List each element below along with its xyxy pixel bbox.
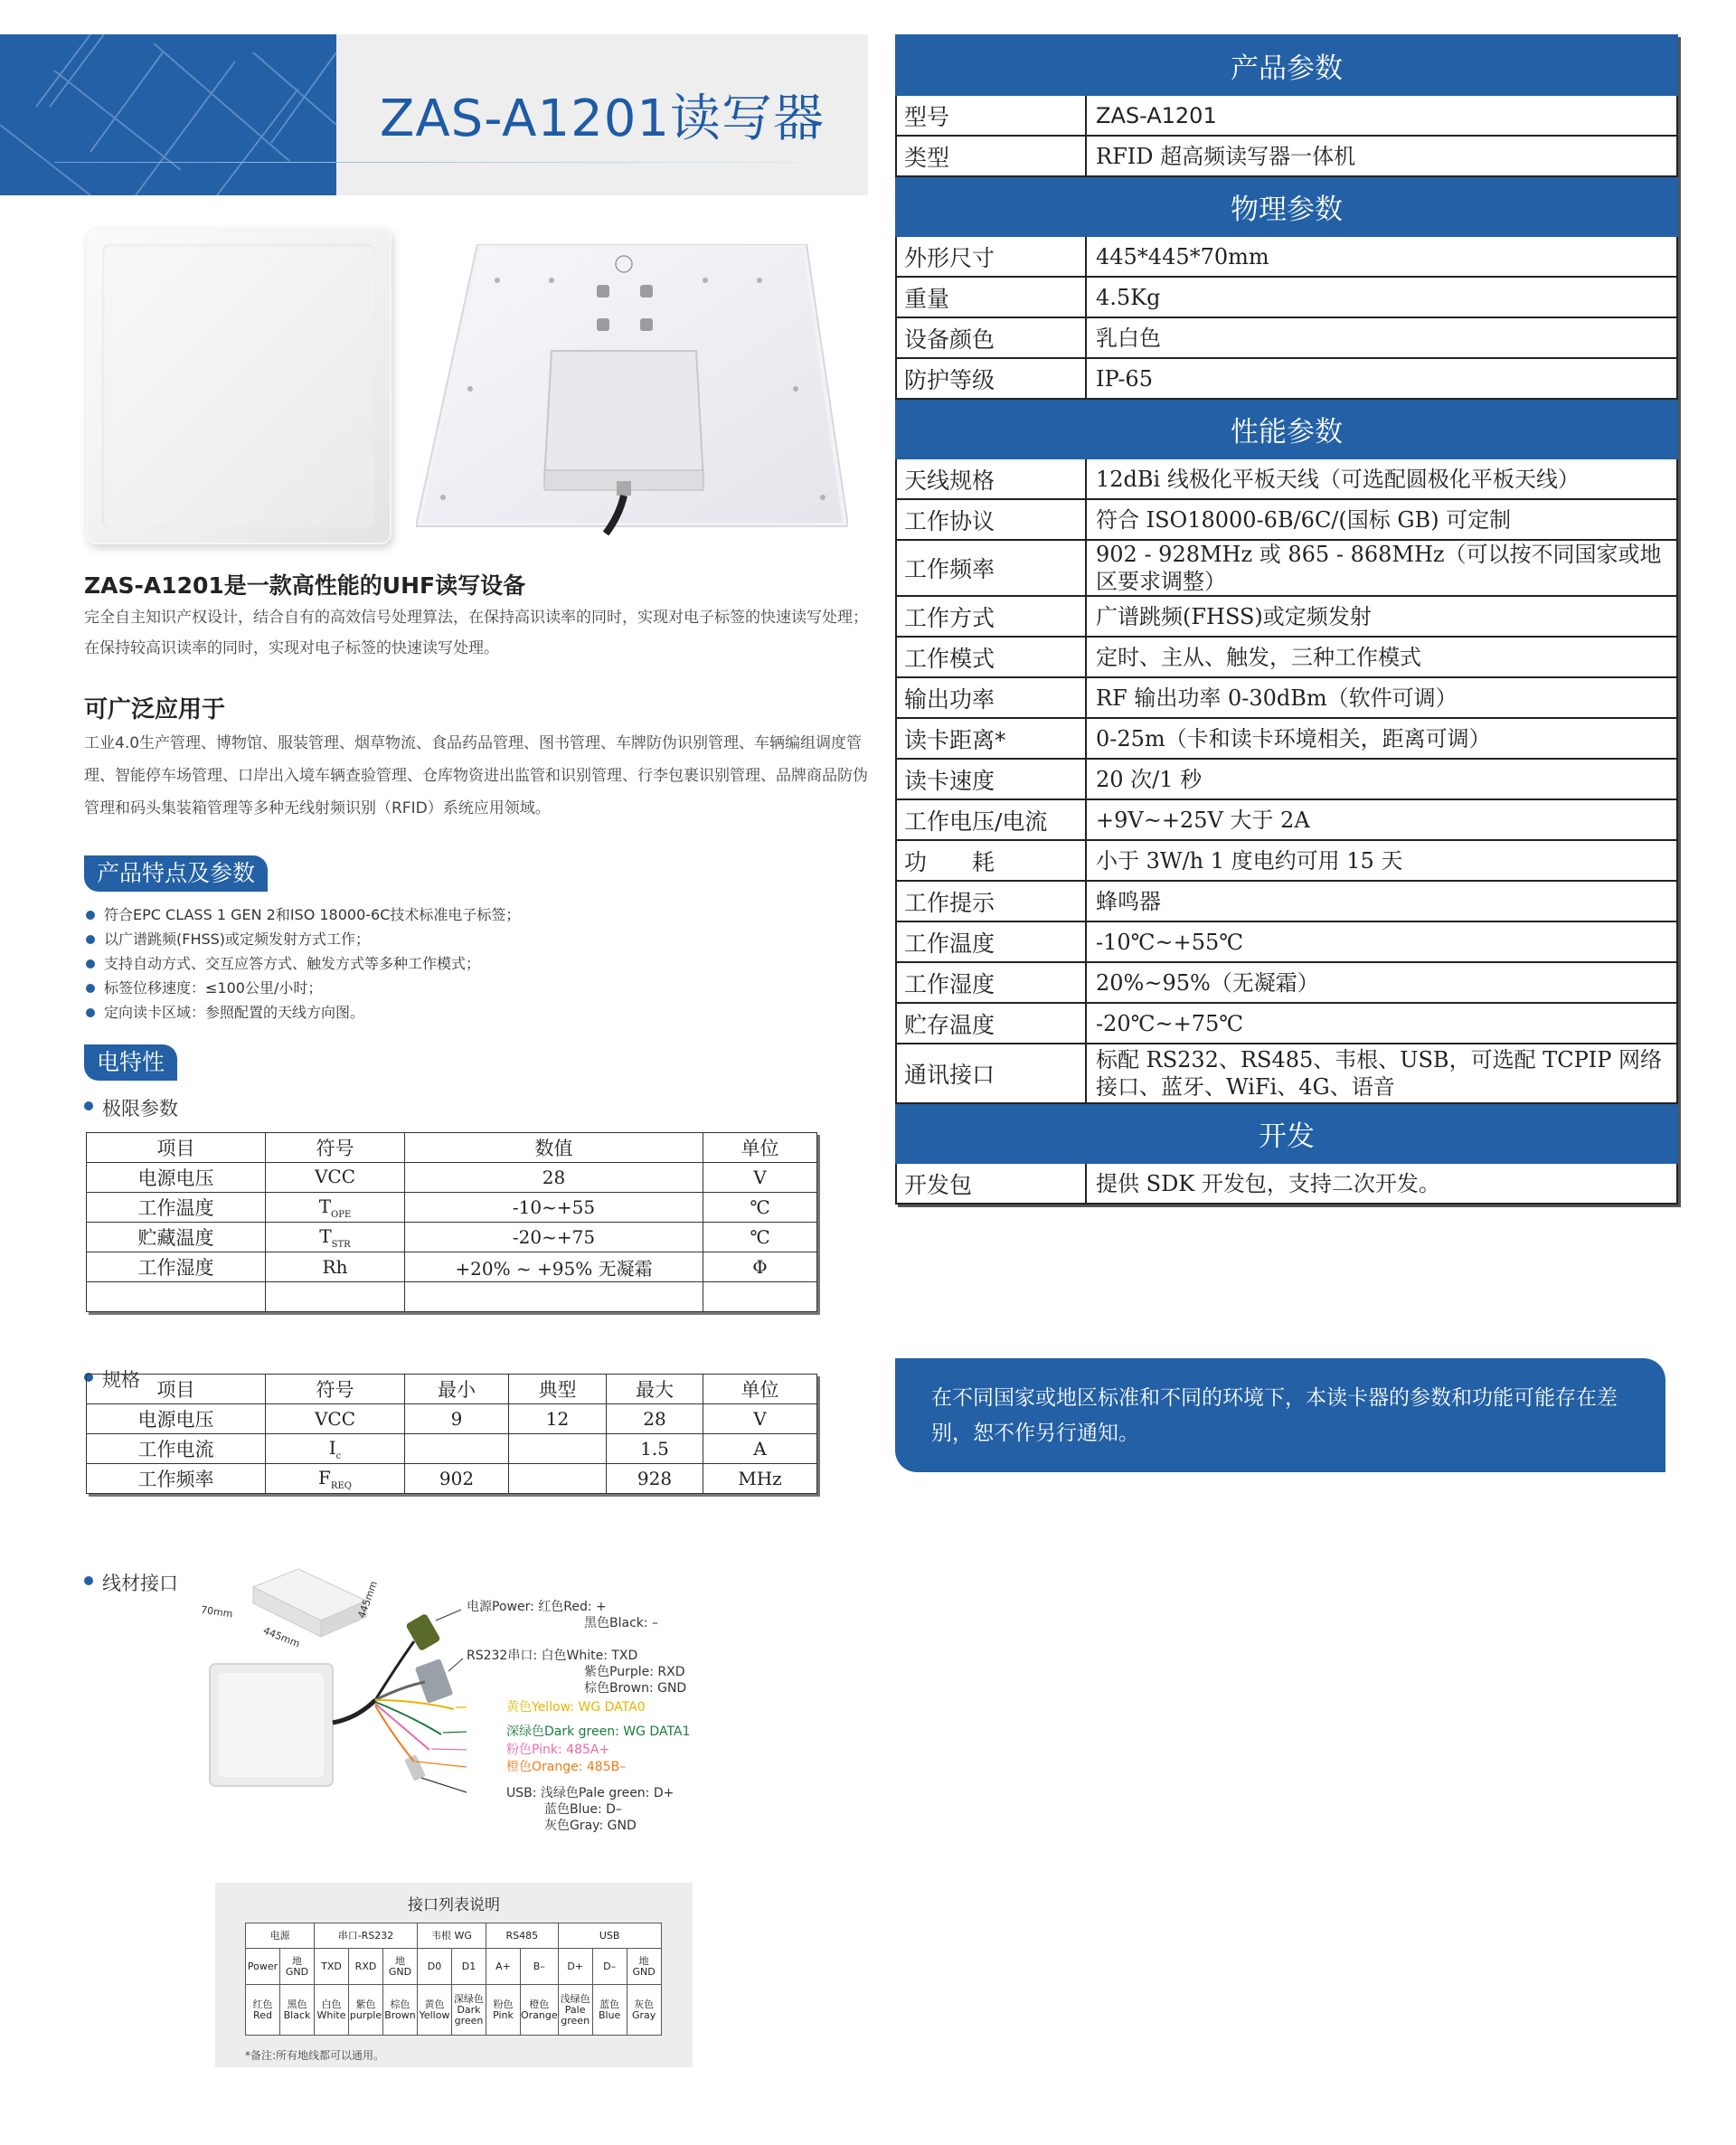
wire-label-yellow: 黄色Yellow: WG DATA0 — [506, 1700, 646, 1715]
param-value: 小于 3W/h 1 度电约可用 15 天 — [1086, 840, 1677, 881]
color-row — [246, 1985, 662, 2036]
wire-label-darkgreen: 深绿色Dark green: WG DATA1 — [506, 1725, 691, 1739]
cell: ℃ — [703, 1223, 817, 1252]
param-value: RF 输出功率 0-30dBm（软件可调） — [1086, 677, 1677, 718]
cell: Rh — [266, 1252, 405, 1282]
signal-cell: TXD — [315, 1949, 349, 1985]
param-row — [896, 277, 1677, 317]
features-heading: 产品特点及参数 — [84, 855, 268, 892]
cell — [509, 1464, 607, 1494]
param-value: 20 次/1 秒 — [1086, 759, 1677, 799]
param-value: 0-25m（卡和读卡环境相关，距离可调） — [1086, 718, 1677, 759]
limits-table — [86, 1132, 817, 1312]
signal-cell: Power — [246, 1949, 280, 1985]
product-photo-front — [86, 228, 392, 544]
param-key: 防护等级 — [896, 358, 1086, 399]
cell: 工作电流 — [87, 1434, 266, 1464]
param-key: 功 耗 — [896, 840, 1086, 881]
param-key: 工作电压/电流 — [896, 799, 1086, 840]
param-key: 贮存温度 — [896, 1003, 1086, 1044]
feature-item: 定向读卡区域：参照配置的天线方向图。 — [84, 1000, 862, 1025]
param-value: -10℃~+55℃ — [1086, 921, 1677, 962]
param-value: 蜂鸣器 — [1086, 881, 1677, 921]
cell: $T_{STR}$ — [266, 1223, 405, 1252]
param-row — [896, 1003, 1677, 1044]
wire-label-rs232-white: RS232串口: 白色White: TXD — [467, 1649, 638, 1663]
wire-label-orange: 橙色Orange: 485B– — [506, 1760, 627, 1774]
section-physical — [896, 176, 1677, 236]
param-key: 开发包 — [896, 1163, 1086, 1204]
col-header: 最大 — [607, 1375, 703, 1404]
param-key: 类型 — [896, 136, 1086, 176]
banner-underline — [54, 162, 868, 163]
cell — [405, 1434, 509, 1464]
parameter-table — [895, 34, 1678, 1205]
signal-cell: D– — [592, 1949, 627, 1985]
signal-cell: A+ — [486, 1949, 521, 1985]
param-key: 通讯接口 — [896, 1044, 1086, 1103]
group-row — [246, 1923, 662, 1949]
param-key: 外形尺寸 — [896, 236, 1086, 277]
param-row — [896, 759, 1677, 799]
color-cell: 棕色 Brown — [383, 1985, 418, 2036]
param-key: 工作温度 — [896, 921, 1086, 962]
cell: 贮藏温度 — [87, 1223, 266, 1252]
feature-item: 支持自动方式、交互应答方式、触发方式等多种工作模式； — [84, 951, 862, 976]
wire-label-blue: 蓝色Blue: D– — [544, 1802, 622, 1817]
section-title: 产品参数 — [896, 35, 1677, 95]
cell: 928 — [607, 1464, 703, 1494]
product-photo-back — [416, 244, 848, 535]
param-row — [896, 458, 1677, 499]
interface-table-title: 接口列表说明 — [408, 1896, 500, 1914]
group-header: 韦根 WG — [418, 1923, 486, 1949]
cell: 工作频率 — [87, 1464, 266, 1494]
param-key: 输出功率 — [896, 677, 1086, 718]
cell: -10~+55 — [405, 1193, 703, 1223]
param-key: 工作方式 — [896, 596, 1086, 637]
table-row — [87, 1464, 817, 1494]
col-header: 项目 — [87, 1133, 266, 1163]
color-cell: 灰色 Gray — [627, 1985, 661, 2036]
cell: 1.5 — [607, 1434, 703, 1464]
color-cell: 红色 Red — [246, 1985, 280, 2036]
electrical-heading: 电特性 — [84, 1044, 177, 1081]
param-row — [896, 677, 1677, 718]
cell: -20~+75 — [405, 1223, 703, 1252]
param-value: 902 - 928MHz 或 865 - 868MHz（可以按不同国家或地区要求调整） — [1086, 540, 1677, 596]
wiring-subheading: 线材接口 — [84, 1569, 1736, 1596]
limits-subheading: 极限参数 — [84, 1094, 1736, 1121]
color-cell: 橙色 Orange — [521, 1985, 559, 2036]
table-row-empty — [87, 1282, 817, 1312]
param-row — [896, 637, 1677, 677]
signal-cell: D+ — [558, 1949, 592, 1985]
cell: 28 — [607, 1404, 703, 1434]
param-row — [896, 358, 1677, 399]
spec-table — [86, 1374, 817, 1494]
param-key: 天线规格 — [896, 458, 1086, 499]
section-performance — [896, 399, 1677, 458]
col-header: 最小 — [405, 1375, 509, 1404]
cell: 12 — [509, 1404, 607, 1434]
param-key: 工作协议 — [896, 499, 1086, 540]
cell: 902 — [405, 1464, 509, 1494]
signal-cell: 地 GND — [383, 1949, 418, 1985]
param-row — [896, 1044, 1677, 1103]
cell: 9 — [405, 1404, 509, 1434]
table-row — [87, 1163, 817, 1193]
param-key: 工作湿度 — [896, 962, 1086, 1003]
param-row — [896, 799, 1677, 840]
cell: 电源电压 — [87, 1163, 266, 1193]
col-header: 单位 — [703, 1133, 817, 1163]
param-value: -20℃~+75℃ — [1086, 1003, 1677, 1044]
interface-table — [245, 1923, 662, 2036]
intro-text: 完全自主知识产权设计，结合自有的高效信号处理算法，在保持高识读率的同时，实现对电子标签的快速读写处理；在保持较高识读率的同时，实现对电子标签的快速读写处理。 — [84, 609, 868, 657]
color-cell: 深绿色 Dark green — [452, 1985, 486, 2036]
signal-cell: 地 GND — [280, 1949, 315, 1985]
cell: V — [703, 1163, 817, 1193]
table-row — [87, 1434, 817, 1464]
wire-label-usb-palegreen: USB: 浅绿色Pale green: D+ — [506, 1786, 675, 1800]
signal-cell: D0 — [418, 1949, 452, 1985]
signal-cell: RXD — [349, 1949, 383, 1985]
param-row — [896, 1163, 1677, 1204]
banner-decoration — [0, 34, 336, 195]
param-key: 读卡速度 — [896, 759, 1086, 799]
dim-depth: 445mm — [355, 1579, 381, 1620]
color-cell: 黑色 Black — [280, 1985, 315, 2036]
param-row — [896, 95, 1677, 136]
cell: MHz — [703, 1464, 817, 1494]
param-key: 读卡距离* — [896, 718, 1086, 759]
param-value: 提供 SDK 开发包，支持二次开发。 — [1086, 1163, 1677, 1204]
group-header: RS485 — [486, 1923, 559, 1949]
col-header: 符号 — [266, 1375, 405, 1404]
param-value: 符合 ISO18000-6B/6C/(国标 GB) 可定制 — [1086, 499, 1677, 540]
wire-label-gray: 灰色Gray: GND — [544, 1819, 637, 1833]
param-row — [896, 840, 1677, 881]
signal-row — [246, 1949, 662, 1985]
dim-height: 70mm — [200, 1603, 234, 1621]
cell: V — [703, 1404, 817, 1434]
param-key: 型号 — [896, 95, 1086, 136]
cell: 工作湿度 — [87, 1252, 266, 1282]
notice-box — [895, 1358, 1665, 1472]
param-row — [896, 718, 1677, 759]
wire-label-purple: 紫色Purple: RXD — [584, 1665, 685, 1679]
param-value: +9V~+25V 大于 2A — [1086, 799, 1677, 840]
wire-label-black: 黑色Black: – — [584, 1616, 659, 1630]
cell: $T_{OPE}$ — [266, 1193, 405, 1223]
header-banner — [0, 34, 868, 195]
section-title: 性能参数 — [896, 399, 1677, 458]
table-row — [87, 1193, 817, 1223]
col-header: 单位 — [703, 1375, 817, 1404]
param-row — [896, 540, 1677, 596]
param-key: 工作提示 — [896, 881, 1086, 921]
section-title: 物理参数 — [896, 176, 1677, 236]
interface-table-note: *备注:所有地线都可以通用。 — [245, 2049, 385, 2062]
param-row — [896, 236, 1677, 277]
color-cell: 紫色 purple — [349, 1985, 383, 2036]
param-value: 20%~95%（无凝霜） — [1086, 962, 1677, 1003]
param-row — [896, 136, 1677, 176]
color-cell: 蓝色 Blue — [592, 1985, 627, 2036]
cell: $I_c$ — [266, 1434, 405, 1464]
param-value: RFID 超高频读写器一体机 — [1086, 136, 1677, 176]
features-list — [84, 902, 862, 1025]
signal-cell: B– — [521, 1949, 559, 1985]
signal-cell: 地 GND — [627, 1949, 661, 1985]
group-header: USB — [558, 1923, 661, 1949]
col-header: 符号 — [266, 1133, 405, 1163]
table-row — [87, 1404, 817, 1434]
col-header: 数值 — [405, 1133, 703, 1163]
param-key: 重量 — [896, 277, 1086, 317]
applications-title: 可广泛应用于 — [84, 696, 226, 723]
cell: $F_{REQ}$ — [266, 1464, 405, 1494]
cell: VCC — [266, 1163, 405, 1193]
color-cell: 粉色 Pink — [486, 1985, 521, 2036]
wire-label-power-red: 电源Power: 红色Red: + — [467, 1600, 607, 1614]
param-value: 12dBi 线极化平板天线（可选配圆极化平板天线） — [1086, 458, 1677, 499]
section-dev — [896, 1103, 1677, 1163]
feature-item: 标签位移速度：≤100公里/小时； — [84, 976, 862, 1000]
spec-subheading: 规格 — [84, 1365, 1736, 1393]
table-header-row — [87, 1133, 817, 1163]
section-title: 开发 — [896, 1103, 1677, 1163]
table-header-row — [87, 1375, 817, 1404]
col-header: 项目 — [87, 1375, 266, 1404]
wiring-diagram — [199, 1564, 705, 1863]
table-row — [87, 1252, 817, 1282]
param-value: 乳白色 — [1086, 317, 1677, 358]
param-key: 工作模式 — [896, 637, 1086, 677]
interface-table-panel — [215, 1883, 693, 2067]
param-key: 设备颜色 — [896, 317, 1086, 358]
wire-label-brown: 棕色Brown: GND — [584, 1681, 687, 1696]
group-header: 电源 — [246, 1923, 315, 1949]
section-product — [896, 35, 1677, 95]
param-row — [896, 881, 1677, 921]
group-header: 串口-RS232 — [315, 1923, 418, 1949]
param-value: 广谱跳频(FHSS)或定频发射 — [1086, 596, 1677, 637]
color-cell: 黄色 Yellow — [418, 1985, 452, 2036]
param-value: 445*445*70mm — [1086, 236, 1677, 277]
color-cell: 浅绿色 Pale green — [558, 1985, 592, 2036]
cell: A — [703, 1434, 817, 1464]
cell: 工作温度 — [87, 1193, 266, 1223]
param-value: ZAS-A1201 — [1086, 95, 1677, 136]
param-value: 标配 RS232、RS485、韦根、USB，可选配 TCPIP 网络接口、蓝牙、WiFi、4G、语音 — [1086, 1044, 1677, 1103]
param-row — [896, 962, 1677, 1003]
dim-width: 445mm — [261, 1624, 302, 1650]
table-row — [87, 1223, 817, 1252]
cell: ℃ — [703, 1193, 817, 1223]
product-title: ZAS-A1201读写器 — [379, 90, 826, 148]
cell: 28 — [405, 1163, 703, 1193]
param-row — [896, 921, 1677, 962]
param-row — [896, 317, 1677, 358]
notice-text: 在不同国家或地区标准和不同的环境下，本读卡器的参数和功能可能存在差别，恕不作另行通知。 — [931, 1386, 1618, 1445]
feature-item: 以广谱跳频(FHSS)或定频发射方式工作； — [84, 927, 862, 951]
cell — [509, 1434, 607, 1464]
intro-title: ZAS-A1201是一款高性能的UHF读写设备 — [84, 572, 526, 599]
signal-cell: D1 — [452, 1949, 486, 1985]
cell: VCC — [266, 1404, 405, 1434]
color-cell: 白色 White — [315, 1985, 349, 2036]
feature-item: 符合EPC CLASS 1 GEN 2和ISO 18000-6C技术标准电子标签； — [84, 902, 862, 927]
wire-label-pink: 粉色Pink: 485A+ — [506, 1743, 610, 1757]
cell: Φ — [703, 1252, 817, 1282]
param-value: IP-65 — [1086, 358, 1677, 399]
param-row — [896, 499, 1677, 540]
param-key: 工作频率 — [896, 540, 1086, 596]
applications-text: 工业4.0生产管理、博物馆、服装管理、烟草物流、食品药品管理、图书管理、车牌防伪识别管理、车辆编组调度管理、智能停车场管理、口岸出入境车辆查验管理、仓库物资进出监管和识别管理、行李包裹识别管理、品牌商品防伪管理和码头集装箱管理等多种无线射频识别（RFID）系统应用领域。 — [84, 734, 868, 817]
cell: 电源电压 — [87, 1404, 266, 1434]
cell: +20% ~ +95% 无凝霜 — [405, 1252, 703, 1282]
param-value: 定时、主从、触发，三种工作模式 — [1086, 637, 1677, 677]
param-row — [896, 596, 1677, 637]
param-value: 4.5Kg — [1086, 277, 1677, 317]
col-header: 典型 — [509, 1375, 607, 1404]
